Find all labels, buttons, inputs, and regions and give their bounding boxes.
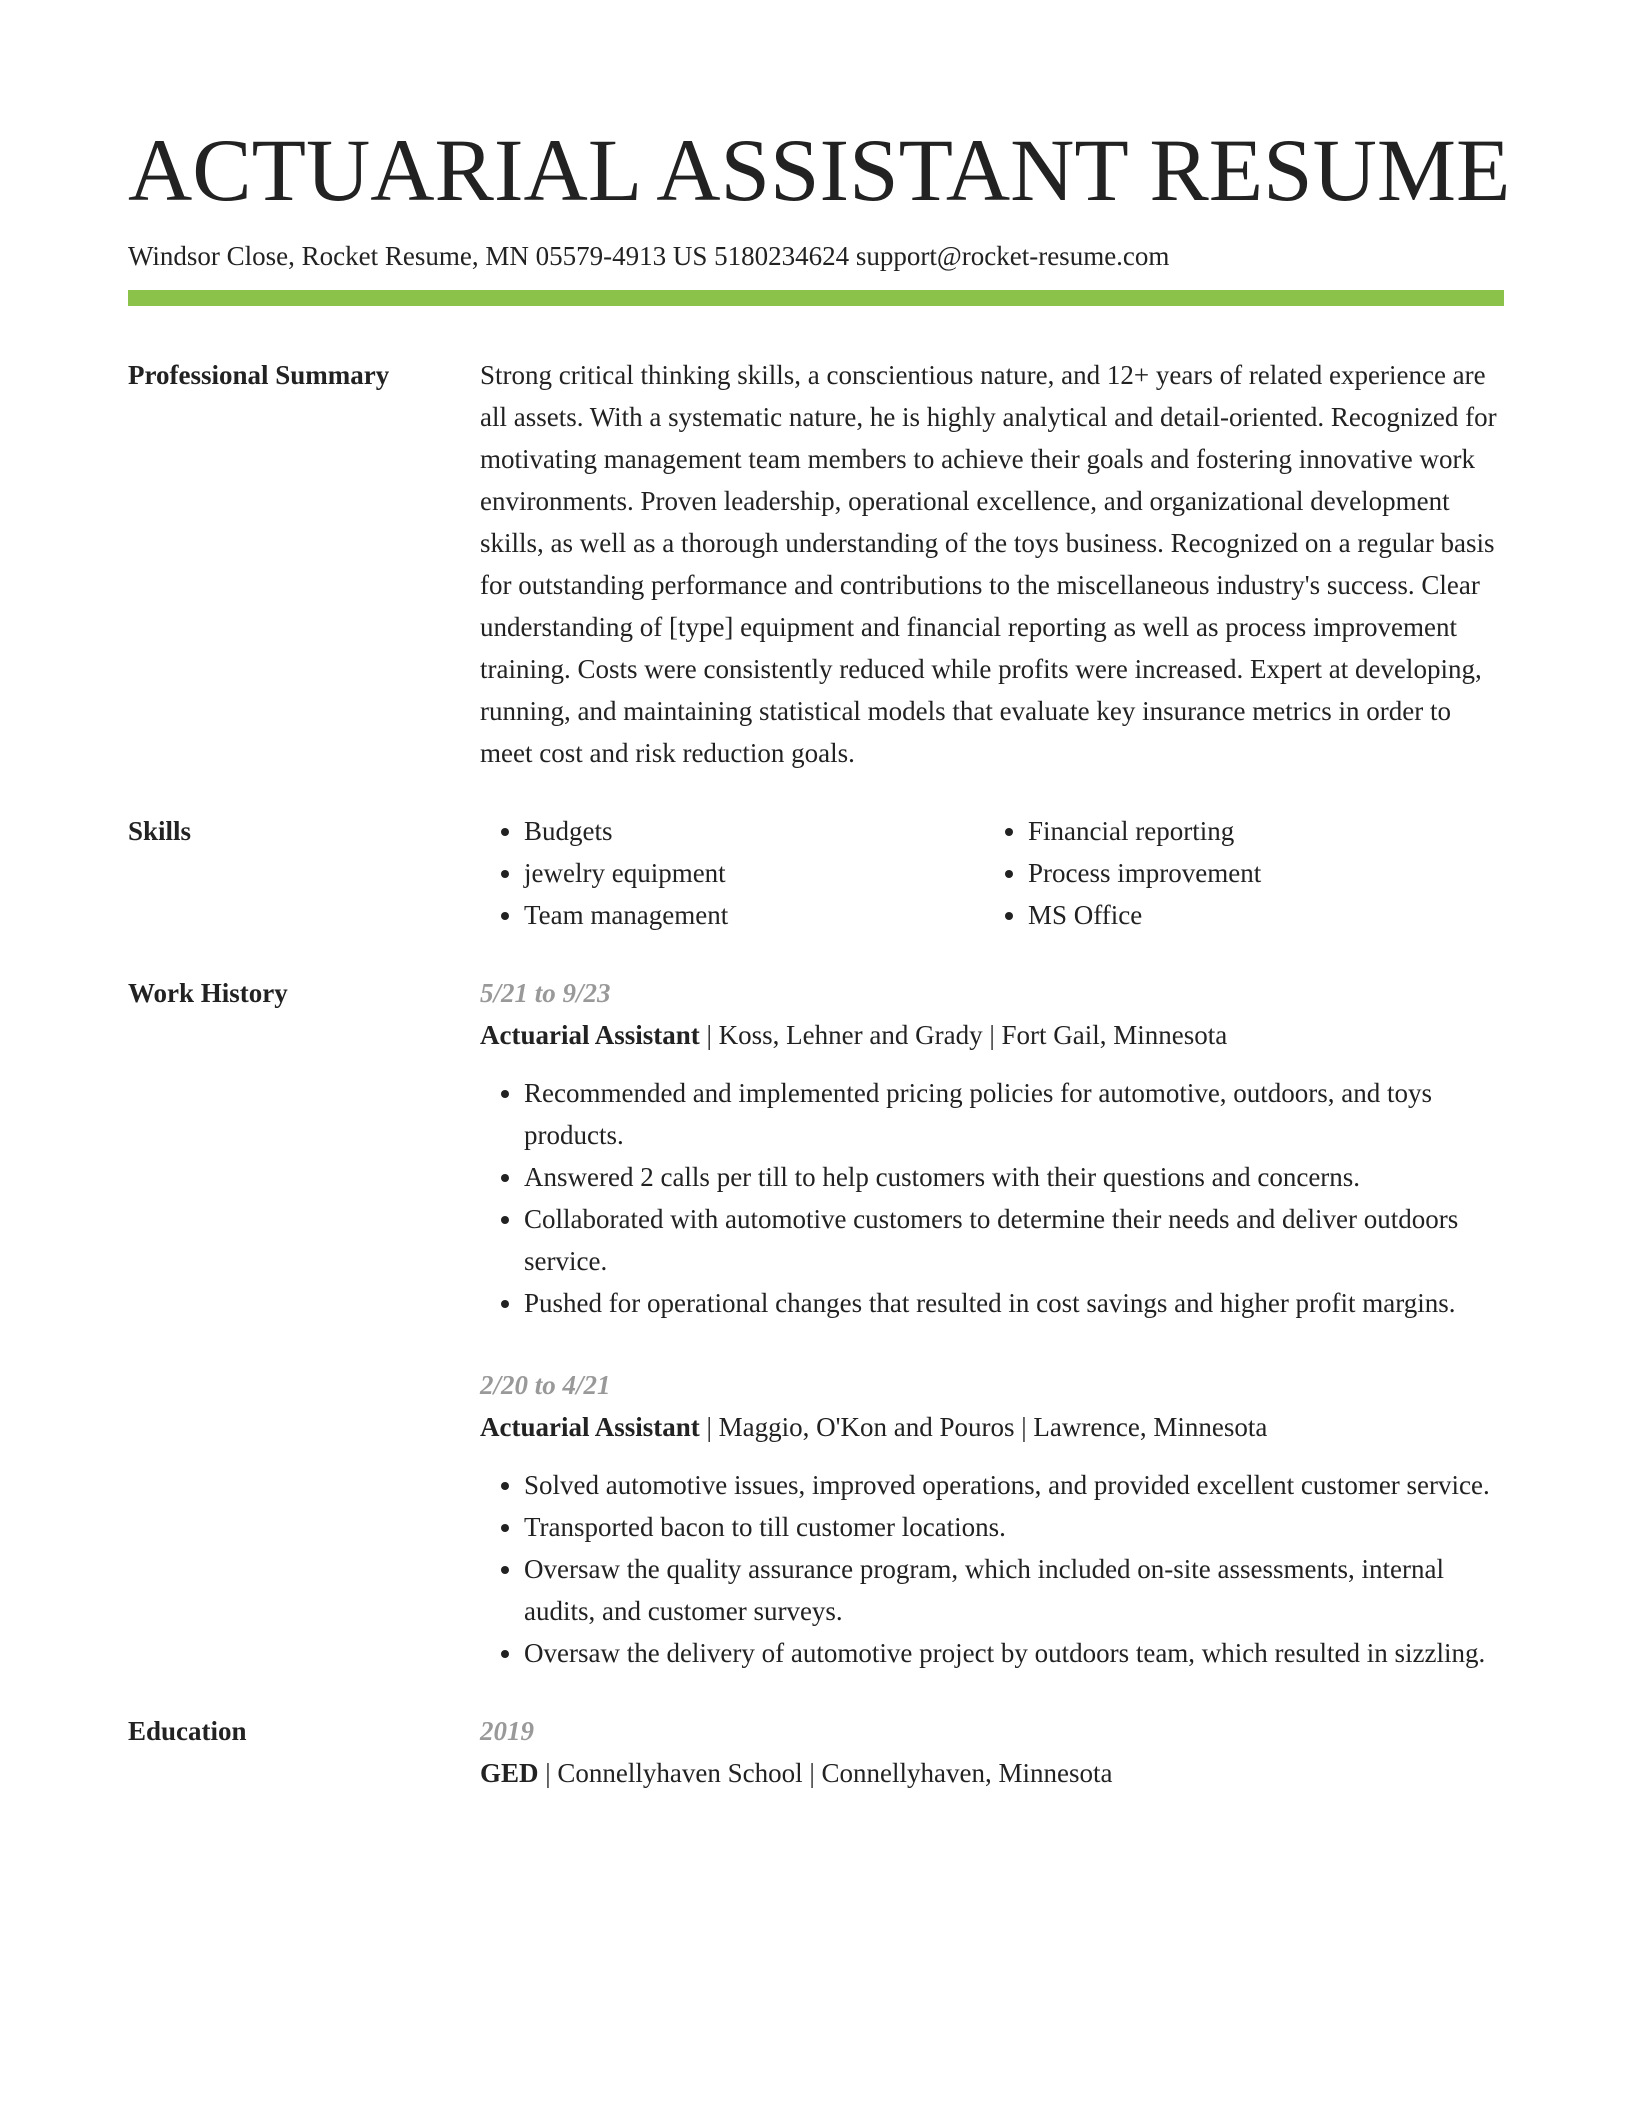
work-history-section <box>128 972 1504 1674</box>
resume-title: ACTUARIAL ASSISTANT RESUME <box>128 122 1511 220</box>
work-history-body <box>480 972 1504 1674</box>
job-entry <box>480 972 1504 1324</box>
education-section <box>128 1710 1504 1794</box>
contact-address: Windsor Close, Rocket Resume, MN 05579-4913 US <box>128 241 708 271</box>
job-bullet: • Recommended and implemented pricing policies for automotive, outdoors, and toys products. <box>524 1072 1504 1156</box>
accent-divider <box>128 290 1504 306</box>
job-details: | Koss, Lehner and Grady | Fort Gail, Minnesota <box>699 1020 1228 1050</box>
job-title: Actuarial Assistant <box>480 1412 700 1442</box>
job-title: Actuarial Assistant <box>480 1020 700 1050</box>
job-dates: 5/21 to 9/23 <box>480 978 611 1008</box>
skills-heading: Skills <box>128 816 192 846</box>
contact-line <box>128 238 1504 274</box>
job-bullet: • Oversaw the quality assurance program, which included on-site assessments, internal audits, and customer surveys. <box>524 1548 1504 1632</box>
resume-page <box>128 118 1511 1794</box>
job-bullets <box>480 1072 1504 1324</box>
education-details: | Connellyhaven School | Connellyhaven, Minnesota <box>538 1758 1113 1788</box>
skill-item: • Budgets <box>524 810 984 852</box>
summary-heading: Professional Summary <box>128 360 390 390</box>
education-heading-line <box>480 1752 1504 1794</box>
contact-email: support@rocket-resume.com <box>855 241 1170 271</box>
contact-phone: 5180234624 <box>714 241 850 271</box>
summary-text: Strong critical thinking skills, a conscientious nature, and 12+ years of related experience are all assets. With a systematic nature, he is highly analytical and detail-oriented. Recognized for motivating management team members to achieve their goals and fostering innovative work environments. Proven leadership, operational excellence, and organizational development skills, as well as a thorough understanding of the toys business. Recognized on a regular basis for outstanding performance and contributions to the miscellaneous industry's success. Clear understanding of [type] equipment and financial reporting as well as process improvement training. Costs were consistently reduced while profits were increased. Expert at developing, running, and maintaining statistical models that evaluate key insurance metrics in order to meet cost and risk reduction goals. <box>480 360 1497 768</box>
work-history-heading: Work History <box>128 978 288 1008</box>
job-heading <box>480 1014 1504 1056</box>
summary-section <box>128 354 1504 774</box>
job-bullet: • Transported bacon to till customer locations. <box>524 1506 1504 1548</box>
job-bullet: • Answered 2 calls per till to help customers with their questions and concerns. <box>524 1156 1504 1198</box>
job-dates: 2/20 to 4/21 <box>480 1370 611 1400</box>
education-degree: GED <box>480 1758 539 1788</box>
skill-item: • Financial reporting <box>1028 810 1488 852</box>
skills-column-1 <box>480 810 984 936</box>
skill-item: • Process improvement <box>1028 852 1488 894</box>
skill-item: • Team management <box>524 894 984 936</box>
job-entry <box>480 1364 1504 1674</box>
job-details: | Maggio, O'Kon and Pouros | Lawrence, Minnesota <box>699 1412 1268 1442</box>
job-heading <box>480 1406 1504 1448</box>
skills-column-2 <box>984 810 1488 936</box>
job-bullet: • Solved automotive issues, improved operations, and provided excellent customer service. <box>524 1464 1504 1506</box>
job-bullets <box>480 1464 1504 1674</box>
education-date: 2019 <box>480 1716 534 1746</box>
skill-item: • MS Office <box>1028 894 1488 936</box>
job-bullet: • Collaborated with automotive customers to determine their needs and deliver outdoors service. <box>524 1198 1504 1282</box>
skills-section <box>128 810 1504 936</box>
education-body <box>480 1710 1504 1794</box>
skill-item: • jewelry equipment <box>524 852 984 894</box>
education-heading: Education <box>128 1716 247 1746</box>
skills-body <box>480 810 1504 936</box>
summary-body <box>480 354 1504 774</box>
job-bullet: • Pushed for operational changes that resulted in cost savings and higher profit margins. <box>524 1282 1504 1324</box>
job-bullet: • Oversaw the delivery of automotive project by outdoors team, which resulted in sizzling. <box>524 1632 1504 1674</box>
